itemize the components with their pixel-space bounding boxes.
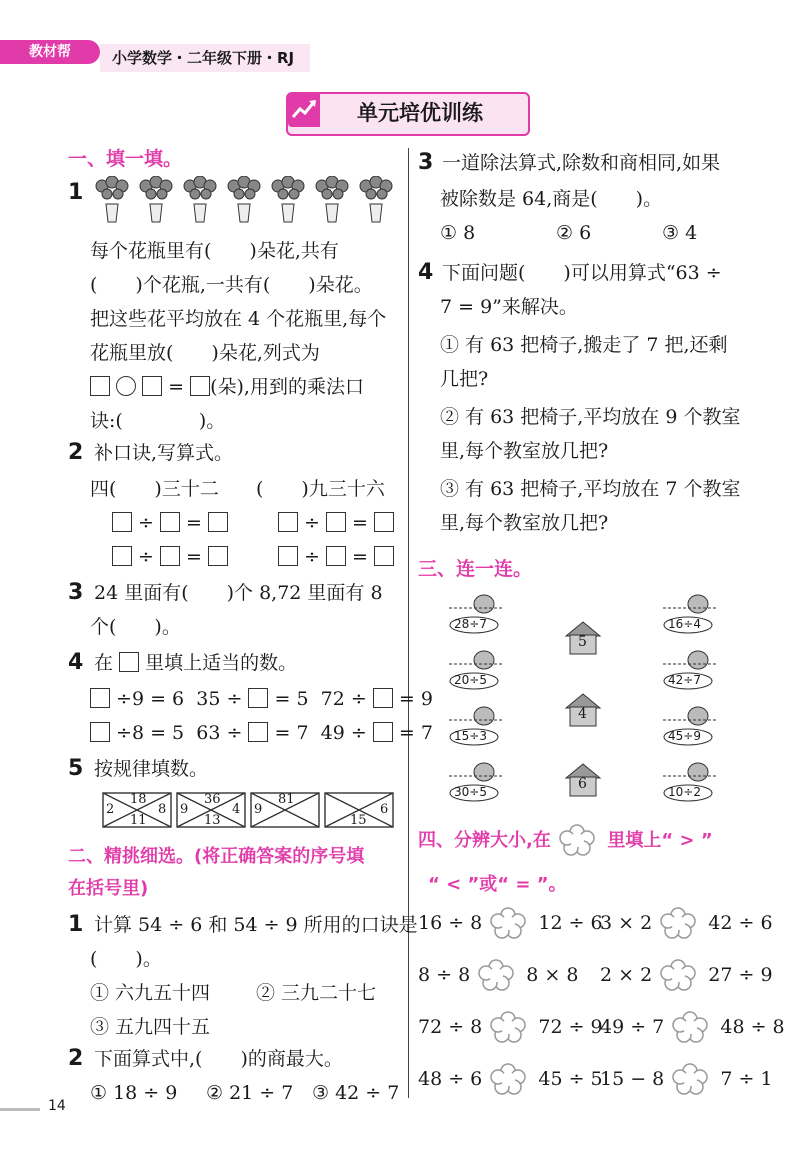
expression-text: = 9 <box>398 688 433 710</box>
q2-rhyme-b: ( )九三十六 <box>256 478 385 500</box>
c1-number: 1 <box>68 912 84 937</box>
answer-box[interactable] <box>112 512 132 532</box>
c1-line-2: ( )。 <box>90 948 162 970</box>
pattern-right: 8 <box>158 802 167 817</box>
expression-text: 8 ÷ 8 <box>418 964 471 986</box>
expression-text: 45 ÷ 5 <box>538 1068 603 1090</box>
book-subtitle: 小学数学・二年级下册・RJ <box>100 44 310 72</box>
bird-card[interactable] <box>444 590 504 638</box>
flower-icon <box>557 824 601 858</box>
c2-number: 2 <box>68 1046 84 1071</box>
house-card[interactable] <box>564 620 602 660</box>
operator-circle[interactable] <box>116 376 136 396</box>
c3-option-3: ③ 4 <box>662 222 698 244</box>
compare-grid <box>418 906 798 1106</box>
q4-text-b: 里填上适当的数。 <box>145 652 298 674</box>
bird-label: 42÷7 <box>668 673 701 687</box>
answer-box[interactable] <box>208 546 228 566</box>
answer-box[interactable] <box>142 376 162 396</box>
expression-text: 16 ÷ 8 <box>418 912 483 934</box>
q1-line-4: 花瓶里放( )朵花,列式为 <box>90 342 320 364</box>
q4-text-a: 在 <box>94 652 114 674</box>
answer-box[interactable] <box>90 722 110 742</box>
bird-label: 30÷5 <box>454 785 487 799</box>
answer-box[interactable] <box>326 546 346 566</box>
compare-row <box>600 1062 773 1097</box>
bird-label: 10÷2 <box>668 785 701 799</box>
q2-rhyme-a: 四( )三十二 <box>90 478 219 500</box>
pattern-bottom: 13 <box>204 813 221 828</box>
q1-number: 1 <box>68 180 84 205</box>
expression-text: = 5 <box>274 688 309 710</box>
bird-label: 20÷5 <box>454 673 487 687</box>
c1-option-3: ③ 五九四十五 <box>90 1016 211 1038</box>
expression-text: 63 ÷ <box>196 722 243 744</box>
c3-line-2: 被除数是 64,商是( )。 <box>440 188 663 210</box>
section-4-heading-cont: “ < ”或“ = ”。 <box>428 874 567 895</box>
bird-label: 28÷7 <box>454 617 487 631</box>
house-label: 6 <box>578 776 587 792</box>
c3-line-1: 一道除法算式,除数和商相同,如果 <box>442 152 721 174</box>
answer-box[interactable] <box>160 546 180 566</box>
expression-text: 35 ÷ <box>196 688 243 710</box>
c4-option-1b: 几把? <box>440 368 489 390</box>
box-icon <box>119 652 139 672</box>
expression-text: 15 − 8 <box>600 1068 665 1090</box>
q1-line-2: ( )个花瓶,一共有( )朵花。 <box>90 274 373 296</box>
c2-option-1: ① 18 ÷ 9 <box>90 1082 178 1104</box>
expression-text: 8 × 8 <box>526 964 579 986</box>
section-3-heading: 三、连一连。 <box>418 558 533 580</box>
c4-option-2a: ② 有 63 把椅子,平均放在 9 个教室 <box>440 406 741 428</box>
answer-box[interactable] <box>208 512 228 532</box>
bird-card[interactable] <box>658 702 718 750</box>
bird-card[interactable] <box>444 758 504 806</box>
answer-box[interactable] <box>160 512 180 532</box>
c1-option-1: ① 六九五十四 <box>90 982 211 1004</box>
bird-card[interactable] <box>444 702 504 750</box>
expression-text: 12 ÷ 6 <box>538 912 603 934</box>
answer-box[interactable] <box>112 546 132 566</box>
bird-card[interactable] <box>444 646 504 694</box>
c4-number: 4 <box>418 260 434 285</box>
section-2-heading-cont: 在括号里) <box>68 878 149 899</box>
page-title: 单元培优训练 <box>357 101 483 125</box>
sec4-text-a: 四、分辨大小,在 <box>418 830 551 851</box>
bird-card[interactable] <box>658 590 718 638</box>
answer-box[interactable] <box>374 546 394 566</box>
c3-number: 3 <box>418 150 434 175</box>
expression-text: 49 ÷ <box>320 722 367 744</box>
matching-area <box>444 590 734 810</box>
pattern-left: 9 <box>254 802 263 817</box>
q4-row-1 <box>90 682 433 716</box>
pattern-boxes <box>102 790 402 830</box>
pattern-bottom: 15 <box>350 813 367 828</box>
answer-box[interactable] <box>90 688 110 708</box>
q3-line-2: 个( )。 <box>90 616 181 638</box>
answer-box[interactable] <box>248 688 268 708</box>
bird-card[interactable] <box>658 758 718 806</box>
compare-row <box>418 1062 603 1097</box>
q1-equation-line: = (朵),用到的乘法口 <box>90 370 364 404</box>
house-label: 4 <box>578 706 587 722</box>
pattern-top: 36 <box>204 792 221 807</box>
compare-flower-input[interactable] <box>488 907 532 941</box>
house-card[interactable] <box>564 692 602 732</box>
answer-box[interactable] <box>248 722 268 742</box>
expression-text: 3 × 2 <box>600 912 653 934</box>
answer-box[interactable] <box>278 512 298 532</box>
q4-instruction <box>94 646 297 680</box>
expression-text: 48 ÷ 8 <box>720 1016 785 1038</box>
expression-text: 7 ÷ 1 <box>720 1068 773 1090</box>
page-rule <box>0 1108 40 1111</box>
expression-text: 72 ÷ 9 <box>538 1016 603 1038</box>
section-1-heading: 一、填一填。 <box>68 148 183 170</box>
expression-text: 49 ÷ 7 <box>600 1016 665 1038</box>
section-4-heading <box>418 824 713 858</box>
expression-text: 2 × 2 <box>600 964 653 986</box>
expression-text: 48 ÷ 6 <box>418 1068 483 1090</box>
answer-box[interactable] <box>278 546 298 566</box>
answer-box[interactable] <box>90 376 110 396</box>
pattern-bottom: 11 <box>130 813 147 828</box>
compare-flower-input[interactable] <box>488 1011 532 1045</box>
pattern-right: 6 <box>380 802 389 817</box>
pattern-top: 18 <box>130 792 147 807</box>
c2-option-3: ③ 42 ÷ 7 <box>312 1082 400 1104</box>
sec4-text-b: 里填上“ > ” <box>607 830 713 851</box>
compare-row <box>600 1010 785 1045</box>
expression-text: = 7 <box>398 722 433 744</box>
c2-option-2: ② 21 ÷ 7 <box>206 1082 294 1104</box>
expression-text: ÷9 = 6 <box>116 688 185 710</box>
q5-number: 5 <box>68 756 84 781</box>
pattern-left: 2 <box>106 802 115 817</box>
expression-text: 72 ÷ <box>320 688 367 710</box>
q2-eq-row-2b: ÷ = <box>278 540 394 574</box>
c4-line-2: 7 = 9”来解决。 <box>440 296 578 318</box>
house-card[interactable] <box>564 762 602 802</box>
answer-box[interactable] <box>373 688 393 708</box>
c4-option-2b: 里,每个教室放几把? <box>440 440 609 462</box>
q2-eq-row-1b: ÷ = <box>278 506 394 540</box>
q2-text: 补口诀,写算式。 <box>94 442 234 464</box>
c4-line-1: 下面问题( )可以用算式“63 ÷ <box>442 262 722 284</box>
q1-line-6: 诀:( )。 <box>90 410 226 432</box>
bird-label: 15÷3 <box>454 729 487 743</box>
section-2-heading: 二、精挑细选。(将正确答案的序号填 <box>68 846 365 867</box>
expression-text: 27 ÷ 9 <box>708 964 773 986</box>
c4-option-1a: ① 有 63 把椅子,搬走了 7 把,还剩 <box>440 334 728 356</box>
column-divider <box>408 148 409 1098</box>
q2-eq-row-1a: ÷ = <box>112 506 228 540</box>
pattern-right: 4 <box>232 802 241 817</box>
expression-text: 72 ÷ 8 <box>418 1016 483 1038</box>
q2-number: 2 <box>68 440 84 465</box>
pattern-left: 9 <box>180 802 189 817</box>
c3-option-1: ① 8 <box>440 222 476 244</box>
q4-row-2 <box>90 716 433 750</box>
compare-flower-input[interactable] <box>670 1063 714 1097</box>
compare-flower-input[interactable] <box>670 1011 714 1045</box>
c4-option-3a: ③ 有 63 把椅子,平均放在 7 个教室 <box>440 478 741 500</box>
q4-number: 4 <box>68 650 84 675</box>
c2-line-1: 下面算式中,( )的商最大。 <box>94 1048 343 1070</box>
q3-number: 3 <box>68 580 84 605</box>
pattern-top: 81 <box>278 792 295 807</box>
q1-line-3: 把这些花平均放在 4 个花瓶里,每个 <box>90 308 387 330</box>
q2-eq-row-2a: ÷ = <box>112 540 228 574</box>
compare-row <box>418 958 578 993</box>
compare-flower-input[interactable] <box>658 959 702 993</box>
compare-flower-input[interactable] <box>488 1063 532 1097</box>
q1-line-5-tail: (朵),用到的乘法口 <box>210 376 364 398</box>
chart-trend-icon <box>288 93 320 127</box>
compare-row <box>600 906 773 941</box>
expression-text: ÷8 = 5 <box>116 722 185 744</box>
bird-card[interactable] <box>658 646 718 694</box>
answer-box[interactable] <box>190 376 210 396</box>
book-tag: 教材帮 <box>0 40 100 64</box>
answer-box[interactable] <box>374 512 394 532</box>
expression-text: 42 ÷ 6 <box>708 912 773 934</box>
compare-row <box>600 958 773 993</box>
q1-line-1: 每个花瓶里有( )朵花,共有 <box>90 240 339 262</box>
compare-row <box>418 906 603 941</box>
c4-option-3b: 里,每个教室放几把? <box>440 512 609 534</box>
q3-line-1: 24 里面有( )个 8,72 里面有 8 <box>94 582 383 604</box>
answer-box[interactable] <box>373 722 393 742</box>
q5-text: 按规律填数。 <box>94 758 209 780</box>
c1-option-2: ② 三九二十七 <box>256 982 377 1004</box>
house-label: 5 <box>578 634 587 650</box>
expression-text: = 7 <box>274 722 309 744</box>
flower-vases-illustration <box>94 176 394 230</box>
bird-label: 16÷4 <box>668 617 701 631</box>
answer-box[interactable] <box>326 512 346 532</box>
c1-line-1: 计算 54 ÷ 6 和 54 ÷ 9 所用的口诀是 <box>94 914 418 936</box>
c3-option-2: ② 6 <box>556 222 592 244</box>
compare-flower-input[interactable] <box>476 959 520 993</box>
compare-flower-input[interactable] <box>658 907 702 941</box>
bird-label: 45÷9 <box>668 729 701 743</box>
compare-row <box>418 1010 603 1045</box>
page-number: 14 <box>48 1098 66 1114</box>
